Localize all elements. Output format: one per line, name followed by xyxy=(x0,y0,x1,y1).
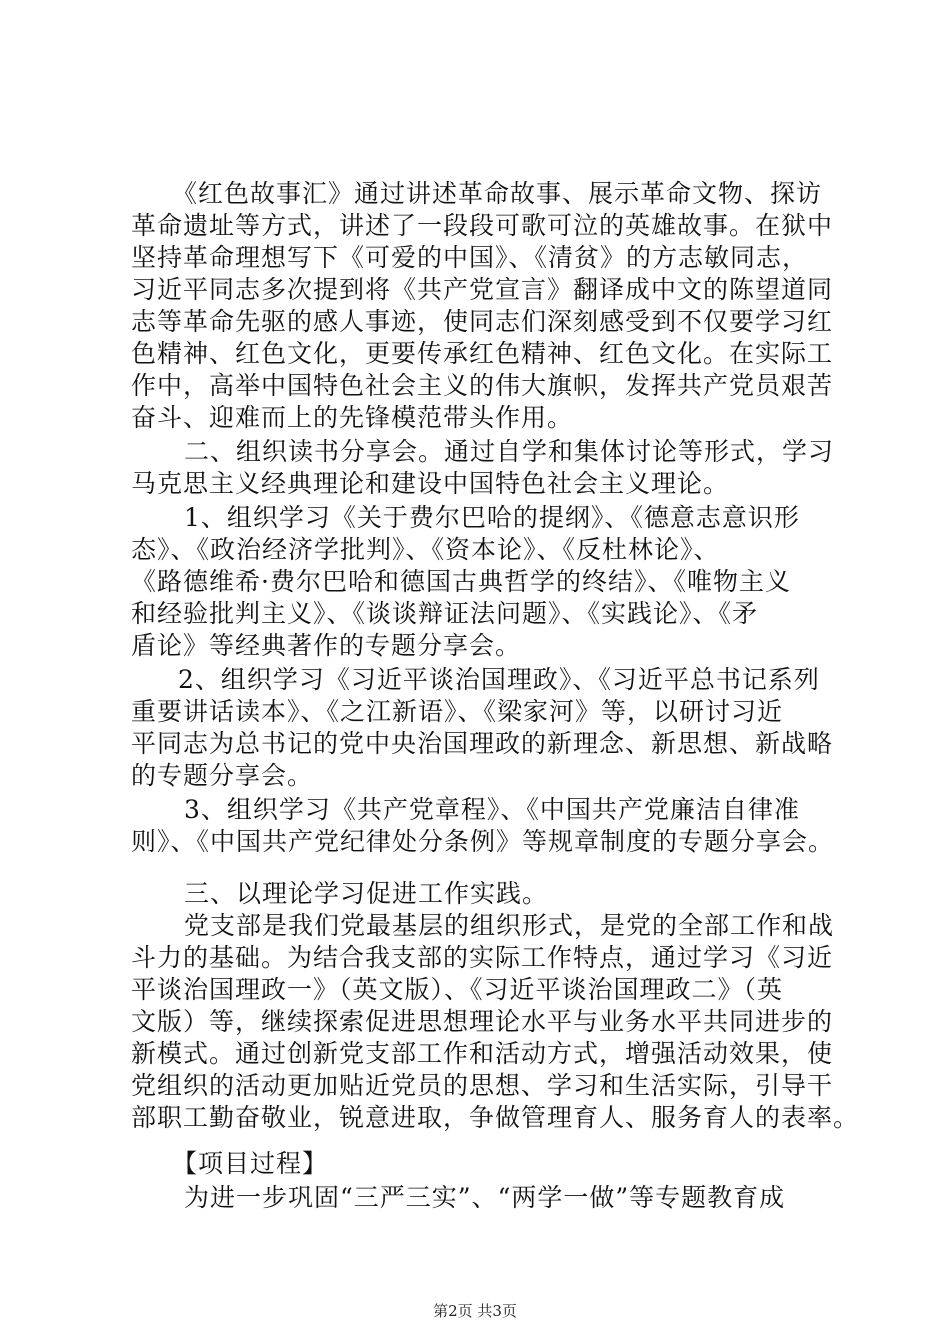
text-line: 二、组织读书分享会。通过自学和集体讨论等形式，学习 xyxy=(184,437,835,466)
text-line: 2、组织学习《习近平谈治国理政》、《习近平总书记系列 xyxy=(178,665,820,694)
text-line: 重要讲话读本》、《之江新语》、《梁家河》等，以研讨习近 xyxy=(131,697,784,726)
text-line: 三、以理论学习促进工作实践。 xyxy=(184,879,549,908)
page-footer: 第2页 共3页 xyxy=(433,1302,517,1320)
text-line: 文版）等，继续探索促进思想理论水平与业务水平共同进步的 xyxy=(131,1007,834,1036)
text-line: 【项目过程】 xyxy=(172,1149,329,1178)
text-line: 《路德维希·费尔巴哈和德国古典哲学的终结》、《唯物主义 xyxy=(131,567,791,596)
text-line: 马克思主义经典理论和建设中国特色社会主义理论。 xyxy=(131,469,730,498)
text-line: 平谈治国理政一》（英文版）、《习近平谈治国理政二》（英 xyxy=(131,975,784,1004)
text-line: 3、组织学习《共产党章程》、《中国共产党廉洁自律准 xyxy=(184,795,800,824)
text-line: 革命遗址等方式，讲述了一段段可歌可泣的英雄故事。在狱中 xyxy=(131,211,834,240)
text-line: 志等革命先驱的感人事迹，使同志们深刻感受到不仅要学习红 xyxy=(131,307,834,336)
text-line: 斗力的基础。为结合我支部的实际工作特点，通过学习《习近 xyxy=(131,943,834,972)
text-line: 态》、《政治经济学批判》、《资本论》、《反杜林论》、 xyxy=(131,535,720,564)
text-line: 盾论》等经典著作的专题分享会。 xyxy=(131,631,522,660)
text-line: 为进一步巩固“三严三实”、“两学一做”等专题教育成 xyxy=(184,1183,786,1212)
text-line: 作中，高举中国特色社会主义的伟大旗帜，发挥共产党员艰苦 xyxy=(131,371,834,400)
text-line: 则》、《中国共产党纪律处分条例》等规章制度的专题分享会。 xyxy=(131,827,835,856)
text-line: 部职工勤奋敬业，锐意进取，争做管理育人、服务育人的表率。 xyxy=(131,1103,860,1132)
text-line: 党支部是我们党最基层的组织形式，是党的全部工作和战 xyxy=(184,911,835,940)
text-line: 平同志为总书记的党中央治国理政的新理念、新思想、新战略 xyxy=(131,729,834,758)
text-line: 习近平同志多次提到将《共产党宣言》翻译成中文的陈望道同 xyxy=(131,275,834,304)
text-line: 新模式。通过创新党支部工作和活动方式，增强活动效果，使 xyxy=(131,1039,834,1068)
text-line: 的专题分享会。 xyxy=(131,761,314,790)
text-line: 党组织的活动更加贴近党员的思想、学习和生活实际，引导干 xyxy=(131,1071,834,1100)
text-line: 《红色故事汇》通过讲述革命故事、展示革命文物、探访 xyxy=(172,179,823,208)
text-line: 和经验批判主义》、《谈谈辩证法问题》、《实践论》、《矛 xyxy=(131,599,759,628)
text-line: 奋斗、迎难而上的先锋模范带头作用。 xyxy=(131,403,574,432)
text-line: 坚持革命理想写下《可爱的中国》、《清贫》的方志敏同志， xyxy=(131,243,809,272)
text-line: 1、组织学习《关于费尔巴哈的提纲》、《德意志意识形 xyxy=(184,503,800,532)
text-line: 色精神、红色文化，更要传承红色精神、红色文化。在实际工 xyxy=(131,339,834,368)
